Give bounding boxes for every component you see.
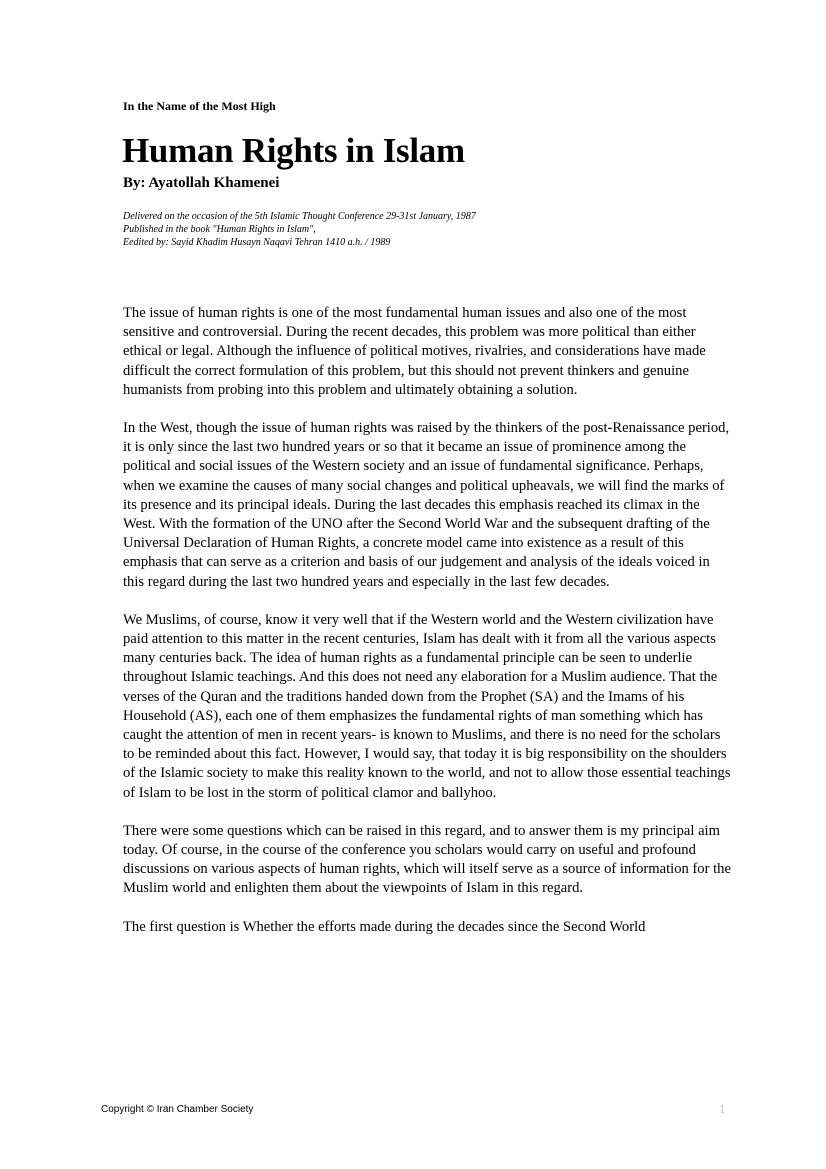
document-body bbox=[123, 304, 733, 956]
page-number: 1 bbox=[719, 1101, 726, 1116]
body-paragraph: The issue of human rights is one of the most fundamental human issues and also one of the most sensitive and controversial. During the recent decades, this problem was more political than either ethical or legal. Although the influence of political motives, rivalries, and considerations have made difficult the correct formulation of this problem, but this should not prevent thinkers and genuine humanists from probing into this problem and ultimately obtaining a solution. bbox=[123, 305, 706, 398]
body-paragraph: We Muslims, of course, know it very well that if the Western world and the Western civilization have paid attention to this matter in the recent centuries, Islam has dealt with it from all the various aspects many centuries back. The idea of human rights as a fundamental principle can be seen to underlie throughout Islamic teachings. And this does not need any elaboration for a Muslim audience. That the verses of the Quran and the traditions handed down from the Prophet (SA) and the Imams of his Household (AS), each one of them emphasizes the fundamental rights of man something which has caught the attention of men in recent years- is known to Muslims, and there is no need for the scholars to be reminded about this fact. However, I would say, that today it is big responsibility on the shoulders of the Islamic society to make this reality known to the world, and not to allow those essential teachings of Islam to be lost in the storm of political clamor and ballyhoo. bbox=[123, 611, 731, 801]
publication-meta bbox=[123, 210, 476, 249]
document-title: Human Rights in Islam bbox=[122, 131, 465, 170]
meta-line: Eedited by: Sayid Khadim Husayn Naqavi Tehran 1410 a.h. / 1989 bbox=[123, 237, 391, 248]
meta-line: Delivered on the occasion of the 5th Islamic Thought Conference 29-31st January, 1987 bbox=[123, 211, 476, 222]
page-header: In the Name of the Most High bbox=[123, 99, 276, 113]
meta-line: Published in the book "Human Rights in Islam", bbox=[123, 224, 316, 235]
body-paragraph: There were some questions which can be raised in this regard, and to answer them is my principal aim today. Of course, in the course of the conference you scholars would carry on useful and profound discussions on various aspects of human rights, which will itself serve as a source of information for the Muslim world and enlighten them about the viewpoints of Islam in this regard. bbox=[123, 822, 731, 897]
body-paragraph: The first question is Whether the efforts made during the decades since the Second World bbox=[123, 918, 646, 935]
body-paragraph: In the West, though the issue of human rights was raised by the thinkers of the post-Renaissance period, it is only since the last two hundred years or so that it became an issue of prominence among the political and social issues of the Western society and an issue of fundamental significance. Perhaps, when we examine the causes of many social changes and political upheavals, we will find the marks of its presence and its principal ideals. During the last decades this emphasis reached its climax in the West. With the formation of the UNO after the Second World War and the subsequent drafting of the Universal Declaration of Human Rights, a concrete model came into existence as a result of this emphasis that can serve as a criterion and basis of our judgement and analysis of the ideals voiced in this regard during the last two hundred years and especially in the last few decades. bbox=[123, 420, 730, 590]
document-author: By: Ayatollah Khamenei bbox=[123, 175, 280, 191]
copyright-footer: Copyright © Iran Chamber Society bbox=[101, 1104, 254, 1115]
